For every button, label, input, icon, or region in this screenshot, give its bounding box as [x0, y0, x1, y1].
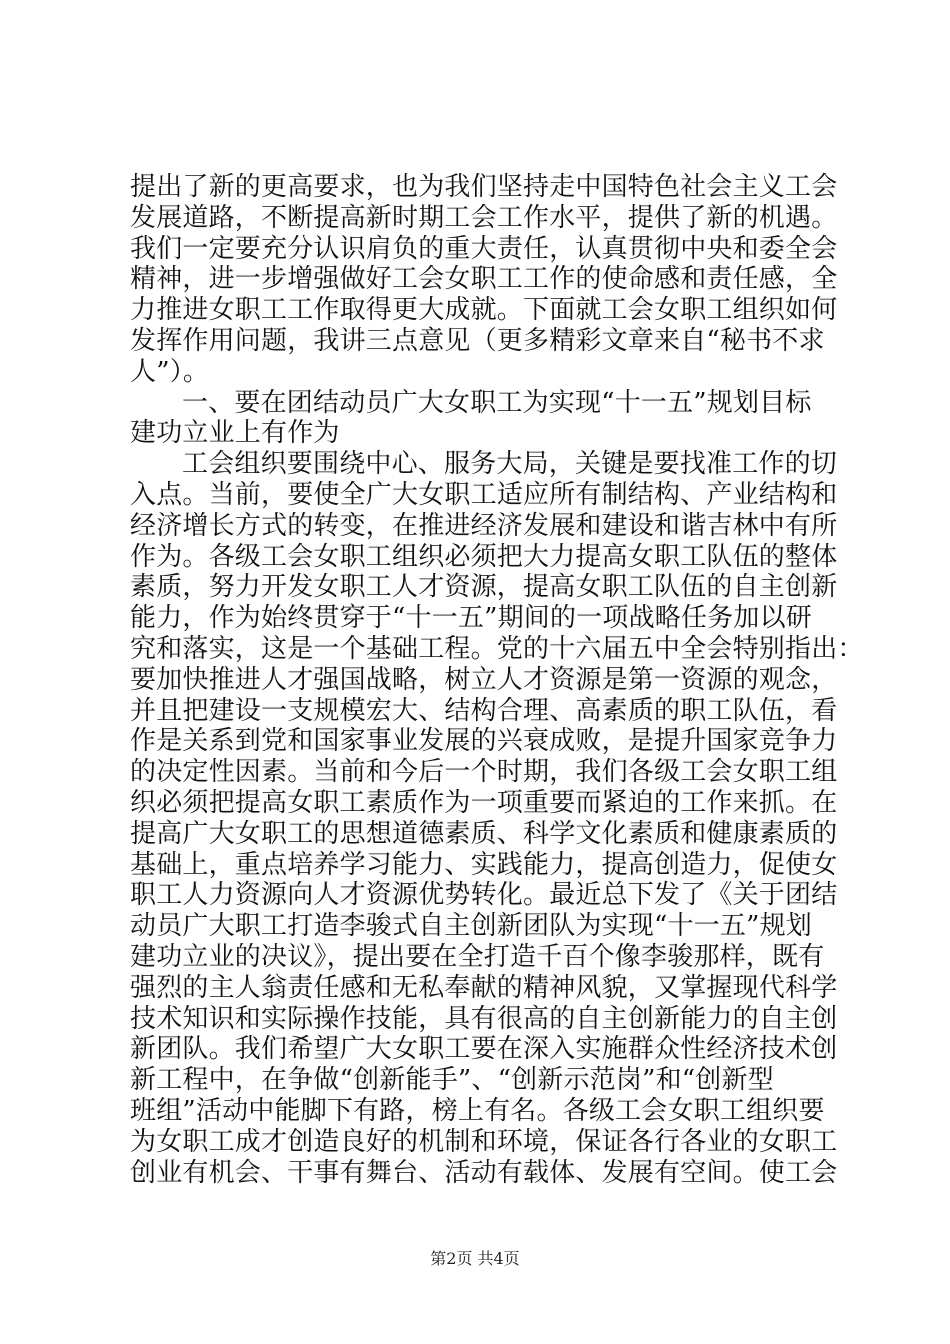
- text-line: 的决定性因素。当前和今后一个时期，我们各级工会女职工组: [130, 757, 838, 788]
- text-line: 动员广大职工打造李骏式自主创新团队为实现“十一五”规划: [130, 911, 812, 942]
- text-line: 经济增长方式的转变，在推进经济发展和建设和谐吉林中有所: [130, 510, 838, 541]
- text-line: 入点。当前，要使全广大女职工适应所有制结构、产业结构和: [130, 479, 838, 510]
- text-line: 新团队。我们希望广大女职工要在深入实施群众性经济技术创: [130, 1034, 838, 1065]
- text-line: 新工程中，在争做“创新能手”、“创新示范岗”和“创新型: [130, 1065, 774, 1096]
- text-line: 我们一定要充分认识肩负的重大责任，认真贯彻中央和委全会: [130, 233, 838, 264]
- text-line: 建功立业的决议》，提出要在全打造千百个像李骏那样，既有: [130, 941, 825, 972]
- text-line: 提高广大女职工的思想道德素质、科学文化素质和健康素质的: [130, 818, 838, 849]
- text-line: 提出了新的更高要求，也为我们坚持走中国特色社会主义工会: [130, 172, 838, 202]
- text-line: 职工人力资源向人才资源优势转化。最近总下发了《关于团结: [130, 880, 838, 911]
- text-line: 作为。各级工会女职工组织必须把大力提高女职工队伍的整体: [130, 541, 838, 572]
- text-line: 作是关系到党和国家事业发展的兴衰成败，是提升国家竞争力: [130, 726, 838, 757]
- text-line: 建功立业上有作为: [130, 418, 340, 449]
- text-line: 织必须把提高女职工素质作为一项重要而紧迫的工作来抓。在: [130, 787, 838, 818]
- paragraph-first-line: 一、要在团结动员广大女职工为实现“十一五”规划目标: [182, 387, 812, 418]
- text-line: 素质，努力开发女职工人才资源，提高女职工队伍的自主创新: [130, 572, 838, 603]
- text-line: 并且把建设一支规模宏大、结构合理、高素质的职工队伍，看: [130, 695, 838, 726]
- text-line: 创业有机会、干事有舞台、活动有载体、发展有空间。使工会: [130, 1157, 838, 1188]
- text-line: 要加快推进人才强国战略，树立人才资源是第一资源的观念，: [130, 664, 838, 695]
- text-line: 为女职工成才创造良好的机制和环境，保证各行各业的女职工: [130, 1126, 838, 1157]
- text-line: 发挥作用问题，我讲三点意见（更多精彩文章来自“秘书不求: [130, 325, 825, 356]
- text-line: 基础上，重点培养学习能力、实践能力，提高创造力，促使女: [130, 849, 838, 880]
- text-line: 究和落实，这是一个基础工程。党的十六届五中全会特别指出：: [130, 633, 864, 664]
- text-line: 能力，作为始终贯穿于“十一五”期间的一项战略任务加以研: [130, 603, 812, 634]
- paragraph-first-line: 工会组织要围绕中心、服务大局，关键是要找准工作的切: [182, 449, 838, 480]
- text-line: 强烈的主人翁责任感和无私奉献的精神风貌，又掌握现代科学: [130, 972, 838, 1003]
- text-line: 班组”活动中能脚下有路，榜上有名。各级工会女职工组织要: [130, 1095, 825, 1126]
- text-line: 精神，进一步增强做好工会女职工工作的使命感和责任感，全: [130, 264, 838, 295]
- text-line: 人”）。: [130, 356, 210, 387]
- text-line: 力推进女职工工作取得更大成就。下面就工会女职工组织如何: [130, 295, 838, 326]
- page-number-label: 第2页 共4页: [430, 1249, 520, 1268]
- page-footer: [0, 1246, 950, 1269]
- document-body: [130, 172, 864, 1188]
- text-line: 技术知识和实际操作技能，具有很高的自主创新能力的自主创: [130, 1003, 838, 1034]
- text-line: 发展道路，不断提高新时期工会工作水平，提供了新的机遇。: [130, 202, 838, 233]
